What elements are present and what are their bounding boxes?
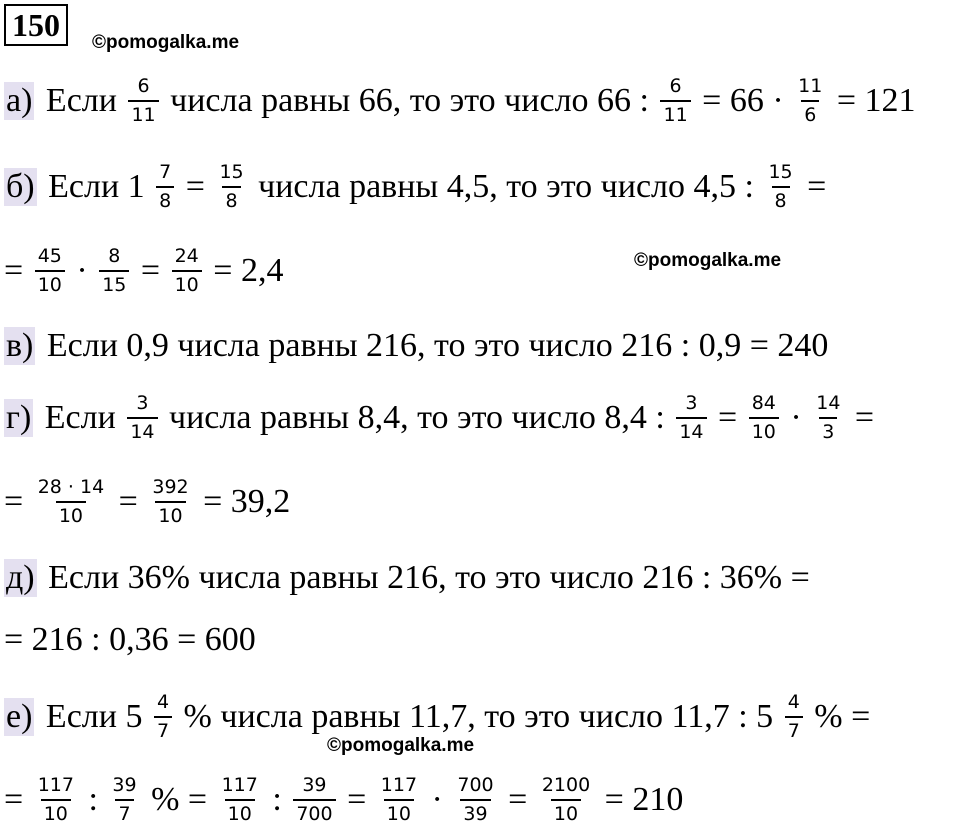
solution-g: г) Если $\frac{3}{14}$ числа равны 8,4, то это число 8,4 : $\frac{3}{14}$ = $\frac{84}{10}$ · $\frac{14}{3}$ =	[6, 392, 875, 443]
item-label: е)	[6, 698, 33, 735]
solution-b: б) Если 1 $\frac{7}{8}$ = $\frac{15}{8}$ числа равны 4,5, то это число 4,5 : $\frac{15}{8}$ =	[6, 161, 827, 212]
fraction: $\frac{39}{7}$	[112, 774, 137, 825]
watermark: ©pomogalka.me	[92, 32, 240, 53]
solution-a: а) Если $\frac{6}{11}$ числа равны 66, то это число 66 : $\frac{6}{11}$ = 66 · $\frac{11}{6}$ = 121	[6, 75, 916, 126]
fraction: $\frac{117}{10}$	[221, 774, 258, 825]
fraction: $\frac{15}{8}$	[768, 161, 793, 212]
fraction: $\frac{3}{14}$	[676, 392, 706, 444]
fraction: $\frac{45}{10}$	[35, 245, 65, 297]
fraction: $\frac{28 \cdot 14}{10}$	[37, 476, 105, 527]
solution-b-continued: = $\frac{45}{10}$ · $\frac{8}{15}$ = $\frac{24}{10}$ = 2,4	[4, 245, 284, 296]
fraction: $\frac{11}{6}$	[798, 75, 823, 126]
fraction: $\frac{14}{3}$	[816, 392, 841, 443]
item-label: д)	[6, 559, 35, 596]
fraction: $\frac{4}{7}$	[785, 691, 803, 743]
item-label: в)	[6, 327, 34, 364]
solution-e: е) Если 5 $\frac{4}{7}$ % числа равны 11,7, то это число 11,7 : 5 $\frac{4}{7}$ % =	[6, 691, 871, 742]
fraction: $\frac{24}{10}$	[172, 245, 202, 297]
fraction: $\frac{2100}{10}$	[541, 774, 591, 825]
solution-d-continued: = 216 : 0,36 = 600	[4, 621, 256, 658]
item-label: г)	[6, 399, 32, 436]
fraction: $\frac{6}{11}$	[660, 75, 690, 127]
fraction: $\frac{4}{7}$	[154, 691, 172, 743]
watermark: ©pomogalka.me	[327, 735, 475, 756]
fraction: $\frac{117}{10}$	[380, 774, 418, 825]
solution-g-continued: = $\frac{28 \cdot 14}{10}$ = $\frac{392}{10}$ = 39,2	[4, 476, 291, 527]
fraction: $\frac{117}{10}$	[37, 774, 74, 825]
fraction: $\frac{15}{8}$	[219, 161, 244, 212]
task-number: 150	[4, 4, 68, 46]
fraction: $\frac{7}{8}$	[156, 161, 174, 213]
fraction: $\frac{84}{10}$	[749, 392, 779, 444]
fraction: $\frac{8}{15}$	[99, 245, 129, 297]
fraction: $\frac{3}{14}$	[127, 392, 157, 444]
solution-e-continued: = $\frac{117}{10}$ : $\frac{39}{7}$ % = $\frac{117}{10}$ : $\frac{39}{700}$ = $\frac{117}{10}$ · $\frac{700}{39}$ = $\frac{2100}{10}$ = 210	[4, 774, 684, 825]
fraction: $\frac{39}{700}$	[293, 774, 335, 826]
item-label: а)	[6, 82, 33, 119]
solution-v: в) Если 0,9 числа равны 216, то это число 216 : 0,9 = 240	[6, 327, 829, 364]
watermark: ©pomogalka.me	[634, 250, 782, 271]
solution-d: д) Если 36% числа равны 216, то это число 216 : 36% =	[6, 559, 810, 596]
fraction: $\frac{392}{10}$	[152, 476, 189, 527]
fraction: $\frac{700}{39}$	[457, 774, 494, 825]
item-label: б)	[6, 168, 35, 205]
fraction: $\frac{6}{11}$	[128, 75, 158, 127]
